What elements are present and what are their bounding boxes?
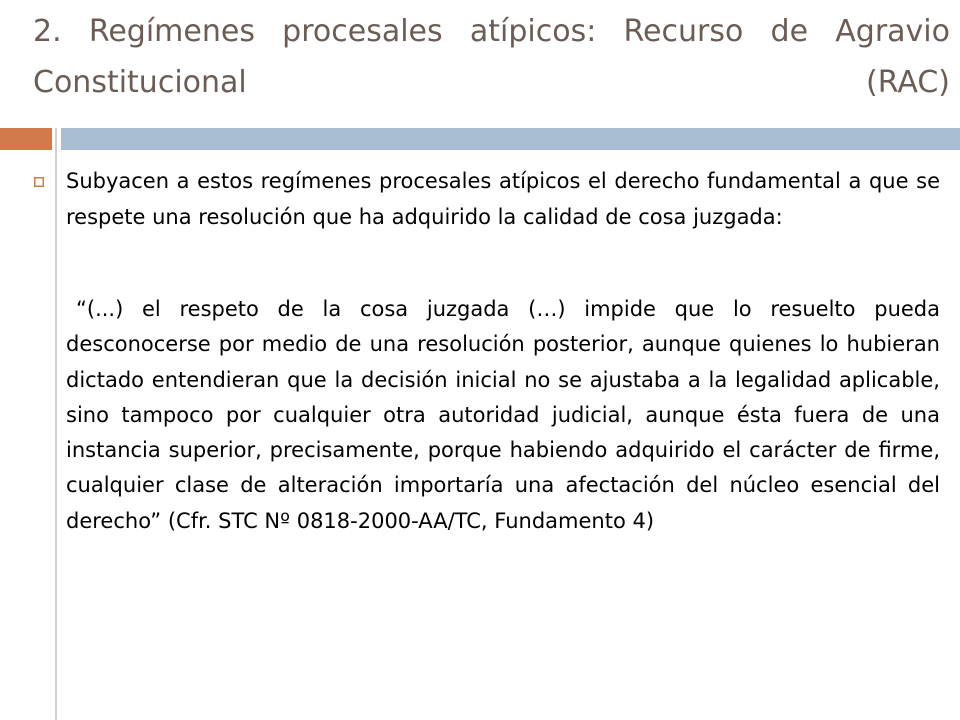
quoted-paragraph: “(...) el respeto de la cosa juzgada (…) impide que lo resuelto pueda desconocerse por medio de una resolución posterior, aunque quienes lo hubieran dictado entendieran que la decisión inicial no se ajustaba a la legalidad aplicable, sino tampoco por cualquier otra autoridad judicial, aunque ésta fuera de una instancia superior, precisamente, porque habiendo adquirido el carácter de firme, cualquier clase de alteración importaría una afectación del núcleo esencial del derecho” (Cfr. STC Nº 0818-2000-AA/TC, Fundamento 4) bbox=[66, 297, 940, 533]
slide-title bbox=[33, 6, 950, 108]
square-bullet-icon bbox=[34, 177, 44, 187]
bullet-text: Subyacen a estos regímenes procesales atípicos el derecho fundamental a que se respete una resolución que ha adquirido la calidad de cosa juzgada: bbox=[66, 169, 940, 229]
title-rule-blue-bar bbox=[61, 128, 960, 150]
slide-title-line-2: Constitucional (RAC) bbox=[33, 65, 950, 100]
title-rule-orange-block bbox=[0, 128, 52, 150]
slide-title-line-1: 2. Regímenes procesales atípicos: Recurso de Agravio bbox=[33, 14, 950, 49]
bullet-item bbox=[34, 164, 940, 235]
